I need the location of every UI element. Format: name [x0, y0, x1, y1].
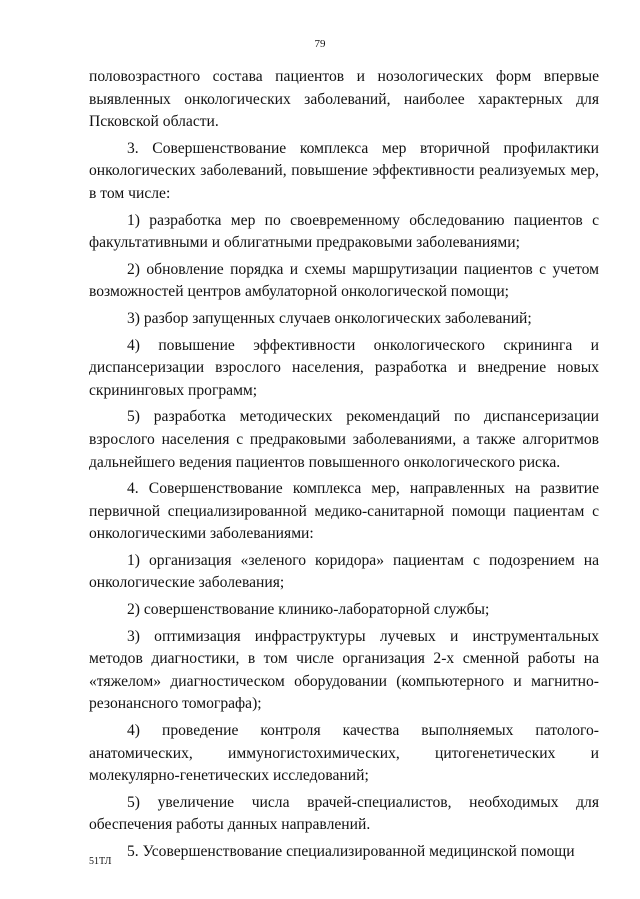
list-item: 5) разработка методических рекомендаций по диспансеризации взрослого населения с предраковыми заболеваниями, а также алгоритмов дальнейшего ведения пациентов повышенного онкологического риска.: [89, 408, 599, 471]
paragraph-section-4: 4. Совершенствование комплекса мер, направленных на развитие первичной специализированной медико-санитарной помощи пациентам с онкологическими заболеваниями:: [89, 480, 599, 543]
list-item: 1) организация «зеленого коридора» пациентам с подозрением на онкологические заболевания;: [89, 551, 599, 592]
list-item: 3) разбор запущенных случаев онкологических заболеваний;: [127, 309, 532, 327]
paragraph-section-5: 5. Усовершенствование специализированной медицинской помощи: [127, 843, 575, 860]
footer-code: 51ТЛ: [89, 856, 112, 867]
list-item: 3) оптимизация инфраструктуры лучевых и инструментальных методов диагностики, в том числе организация 2-х сменной работы на «тяжелом» диагностическом оборудовании (компьютерного и магнитно-резонансного томографа);: [89, 627, 599, 713]
list-item: 5) увеличение числа врачей-специалистов, необходимых для обеспечения работы данных направлений.: [89, 793, 599, 834]
list-item: 2) совершенствование клинико-лабораторной службы;: [127, 601, 490, 619]
paragraph-section-3: 3. Совершенствование комплекса мер вторичной профилактики онкологических заболеваний, повышение эффективности реализуемых мер, в том числе:: [89, 139, 599, 202]
list-item: 4) повышение эффективности онкологического скрининга и диспансеризации взрослого населения, разработка и внедрение новых скрининговых программ;: [89, 336, 599, 399]
list-item: 1) разработка мер по своевременному обследованию пациентов с факультативными и облигатными предраковыми заболеваниями;: [89, 211, 599, 252]
document-body: [89, 66, 599, 868]
list-item: 2) обновление порядка и схемы маршрутизации пациентов с учетом возможностей центров амбулаторной онкологической помощи;: [89, 260, 599, 301]
list-item: 4) проведение контроля качества выполняемых патолого-анатомических, иммуногистохимических, цитогенетических и молекулярно-генетических исследований;: [89, 722, 599, 785]
page-number: 79: [314, 38, 326, 50]
paragraph-continuation: половозрастного состава пациентов и нозологических форм впервые выявленных онкологических заболеваний, наиболее характерных для Псковской области.: [89, 68, 599, 131]
